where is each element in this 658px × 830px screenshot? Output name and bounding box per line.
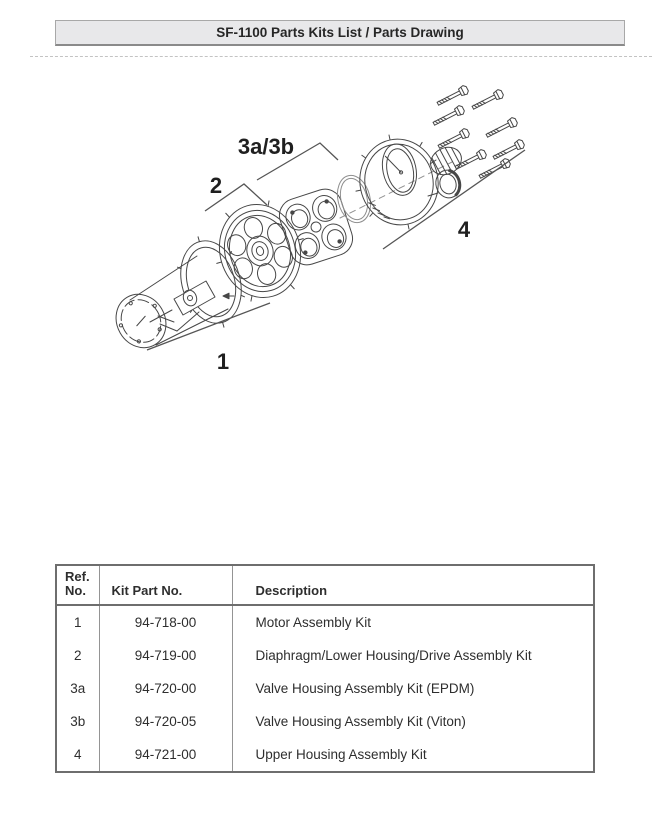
kit-cell: 94-719-00: [99, 639, 232, 672]
kit-cell: 94-721-00: [99, 738, 232, 772]
desc-cell: Valve Housing Assembly Kit (Viton): [255, 714, 466, 729]
screw: [471, 88, 505, 112]
header-kit-part-no: Kit Part No.: [99, 565, 232, 605]
screw: [492, 138, 526, 162]
page-title: SF-1100 Parts Kits List / Parts Drawing: [216, 25, 464, 40]
drive-assembly-part: [204, 193, 316, 308]
table-row: [56, 672, 594, 705]
header-divider: [30, 56, 652, 57]
callout-2: [205, 173, 267, 211]
callout-2-label: 2: [209, 173, 223, 198]
screws-group: [432, 84, 526, 181]
ref-cell: 3b: [56, 705, 99, 738]
desc-cell: Upper Housing Assembly Kit: [255, 747, 427, 762]
kit-cell: 94-718-00: [99, 605, 232, 639]
pointer-arrow-icon: [223, 293, 234, 299]
desc-cell: Diaphragm/Lower Housing/Drive Assembly Kit: [255, 648, 532, 663]
table-row: [56, 605, 594, 639]
table-header-row: [56, 565, 594, 605]
ref-cell: 3a: [56, 672, 99, 705]
table-row: [56, 738, 594, 772]
callout-4-label: 4: [457, 217, 471, 242]
screw: [437, 127, 471, 151]
axis-centerline: [340, 162, 452, 218]
table-row: [56, 639, 594, 672]
screw: [432, 104, 466, 128]
screw: [478, 157, 512, 181]
callout-3: [238, 134, 338, 180]
desc-cell: Motor Assembly Kit: [255, 615, 372, 630]
header-description: Description: [232, 565, 594, 605]
ref-cell: 1: [56, 605, 99, 639]
ref-cell: 2: [56, 639, 99, 672]
ref-cell: 4: [56, 738, 99, 772]
screw: [485, 116, 519, 140]
header-ref-no: [56, 565, 99, 605]
callout-1-label: 1: [216, 349, 230, 374]
header-ref-line1: Ref.: [65, 569, 90, 584]
table-row: [56, 705, 594, 738]
parts-table: [55, 564, 595, 773]
callout-3-label: 3a/3b: [237, 134, 295, 159]
header-ref-line2: No.: [65, 583, 86, 598]
kit-cell: 94-720-05: [99, 705, 232, 738]
screw: [436, 84, 470, 108]
kit-cell: 94-720-00: [99, 672, 232, 705]
page-header: [55, 20, 625, 46]
parts-drawing: [0, 60, 658, 560]
desc-cell: Valve Housing Assembly Kit (EPDM): [255, 681, 475, 696]
